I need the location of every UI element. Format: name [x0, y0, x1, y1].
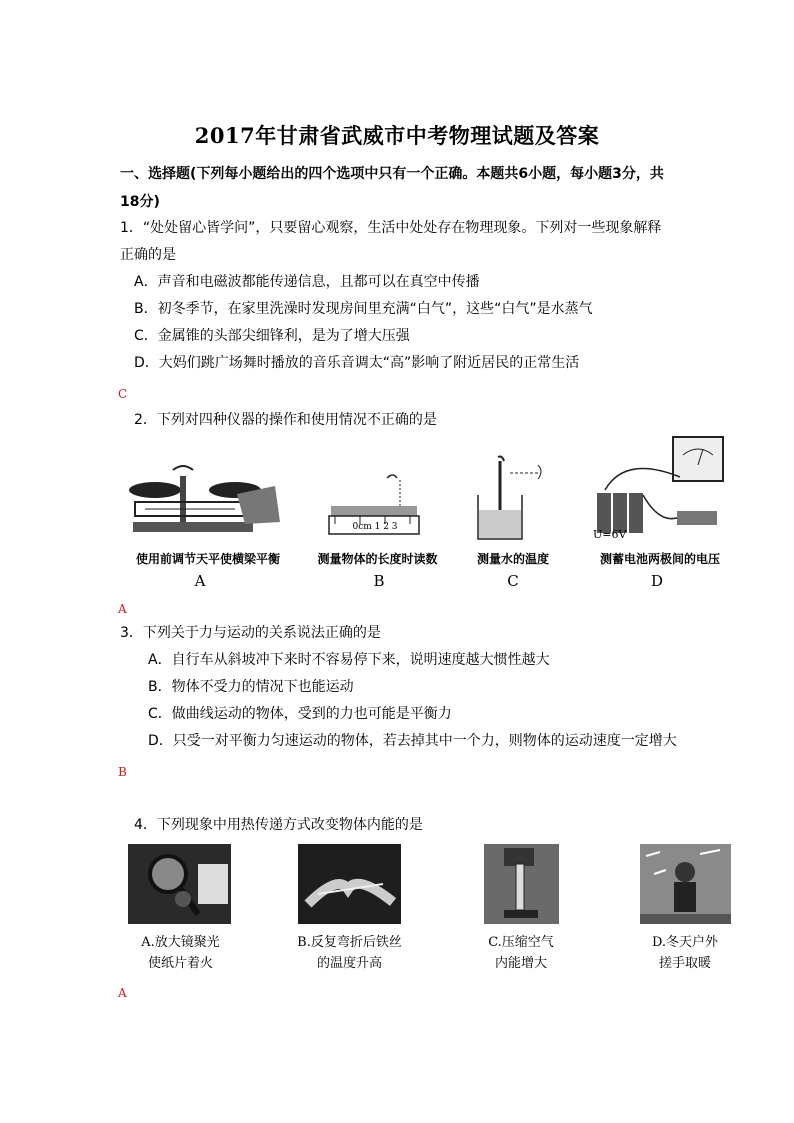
- thermometer-figure: [470, 455, 560, 545]
- question-1-stem-line1: 1．“处处留心皆学问”，只要留心观察，生活中处处存在物理现象。下列对一些现象解释: [120, 220, 662, 236]
- magnifier-photo: [128, 844, 231, 924]
- figure-4d-caption-line2: 搓手取暖: [658, 956, 711, 971]
- question-1-option-c: C．金属锥的头部尖细锋利，是为了增大压强: [134, 328, 410, 344]
- question-3-option-a: A．自行车从斜坡冲下来时不容易停下来，说明速度越大惯性越大: [148, 652, 550, 668]
- question-3-stem: 3．下列关于力与运动的关系说法正确的是: [120, 625, 381, 641]
- voltage-label: U=6V: [593, 528, 627, 541]
- question-1-option-b: B．初冬季节，在家里洗澡时发现房间里充满“白气”，这些“白气”是水蒸气: [134, 301, 593, 317]
- figure-4a-caption-line1: A.放大镜聚光: [141, 935, 220, 950]
- question-4-answer: A: [118, 986, 127, 1000]
- figure-d-caption: 测蓄电池两极间的电压: [599, 552, 720, 566]
- figure-4c-caption-line1: C.压缩空气: [488, 935, 554, 950]
- question-4-stem: 4．下列现象中用热传递方式改变物体内能的是: [134, 817, 423, 833]
- figure-4c-caption-line2: 内能增大: [494, 956, 547, 971]
- figure-d-letter: D: [650, 572, 664, 590]
- question-1-option-d: D．大妈们跳广场舞时播放的音乐音调太“高”影响了附近居民的正常生活: [134, 355, 580, 371]
- figure-4b-caption-line2: 的温度升高: [316, 956, 382, 971]
- page-title: 2017年甘肃省武威市中考物理试题及答案: [194, 123, 600, 148]
- figure-a-letter: A: [194, 572, 206, 590]
- figure-b-caption: 测量物体的长度时读数: [317, 552, 438, 566]
- bending-wire-photo: [298, 844, 401, 924]
- section-heading: 一、选择题(下列每小题给出的四个选项中只有一个正确。本题共6小题，每小题3分，共18分): [120, 166, 664, 210]
- question-1-stem-line2: 正确的是: [120, 247, 176, 263]
- figure-b-letter: B: [373, 572, 385, 590]
- ruler-tick-labels: 0cm 1 2 3: [352, 522, 398, 532]
- question-3-answer: B: [118, 765, 127, 779]
- figure-c-letter: C: [507, 572, 519, 590]
- question-3-option-d: D．只受一对平衡力匀速运动的物体，若去掉其中一个力，则物体的运动速度一定增大: [148, 733, 677, 749]
- question-2-stem: 2．下列对四种仪器的操作和使用情况不正确的是: [134, 412, 437, 428]
- figure-4d-caption-line1: D.冬天户外: [651, 935, 719, 950]
- question-1-option-a: A．声音和电磁波都能传递信息，且都可以在真空中传播: [134, 274, 480, 290]
- balance-figure: [125, 462, 285, 542]
- compress-air-photo: [484, 844, 559, 924]
- figure-4b-caption-line1: B.反复弯折后铁丝: [297, 935, 402, 950]
- figure-a-caption: 使用前调节天平使横梁平衡: [135, 552, 280, 566]
- figure-c-caption: 测量水的温度: [476, 552, 549, 566]
- figure-4a-caption-line2: 使纸片着火: [147, 956, 213, 971]
- question-2-answer: A: [118, 602, 127, 616]
- rubbing-hands-photo: [640, 844, 731, 924]
- question-3-option-c: C．做曲线运动的物体，受到的力也可能是平衡力: [148, 706, 452, 722]
- question-3-option-b: B．物体不受力的情况下也能运动: [148, 679, 354, 695]
- question-1-answer: C: [118, 387, 128, 401]
